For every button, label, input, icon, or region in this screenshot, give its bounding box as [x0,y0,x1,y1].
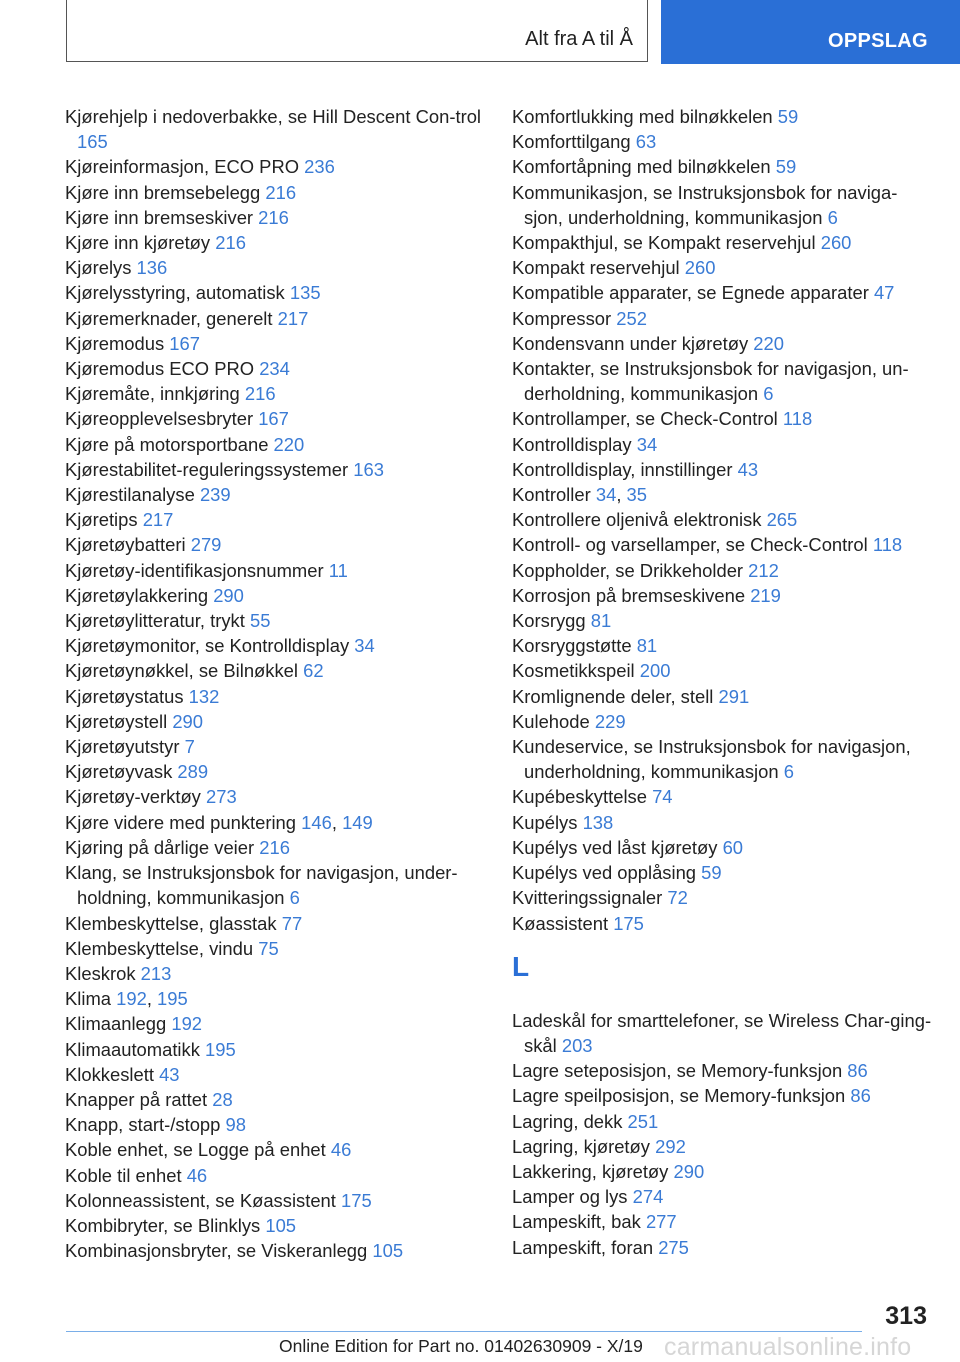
index-entry [65,1062,485,1087]
page-reference-link[interactable]: 217 [277,307,309,329]
page-reference-link[interactable]: 275 [658,1236,689,1258]
index-entry [512,911,932,936]
page-reference-link[interactable]: 175 [341,1189,372,1211]
page-reference-link[interactable]: 46 [186,1164,208,1186]
page-reference-link[interactable]: 290 [213,584,244,606]
index-entry [512,658,932,683]
index-entry [512,255,932,280]
footer-edition-text: Online Edition for Part no. 01402630909 - X/19 [279,1336,643,1356]
index-entry [65,306,485,331]
index-entry-term: Klembeskyttelse, glasstak [65,912,277,934]
page-reference-link[interactable]: 277 [645,1211,677,1233]
index-entry-term: Kupébeskyttelse [512,786,647,808]
index-entry-term: Klima [65,988,111,1010]
page-reference-link[interactable]: 6 [827,206,838,228]
page-reference-link[interactable]: 86 [850,1085,871,1107]
index-entry-term: Kvitteringssignaler [512,887,663,909]
index-entry-term: Kleskrok [65,962,136,984]
index-entry-term: Kjørestilanalyse [65,484,195,506]
page-reference-link[interactable]: 6 [289,887,300,909]
index-entry-term: Kontakter, se Instruksjonsbok for navigasjon, un-derholdning, kommunikasjon [512,358,909,405]
index-entry [512,709,932,734]
index-entry [65,255,485,280]
index-entry-term: Kjøretøylitteratur, trykt [65,610,245,632]
page-reference-link[interactable]: 81 [590,610,612,632]
page-reference-link[interactable]: 163 [353,458,384,480]
index-entry-term: Kompakt reservehjul [512,257,680,279]
index-entry [512,356,932,406]
index-entry-term: Køassistent [512,912,609,934]
page-reference-link[interactable]: 234 [259,358,290,380]
index-entry-term: Klang, se Instruksjonsbok for navigasjon, under-holdning, kommunikasjon [65,862,458,909]
index-entry-term: Lakkering, kjøretøy [512,1160,669,1182]
page-reference-link[interactable]: 220 [753,332,784,354]
page-reference-link[interactable]: 239 [199,484,231,506]
page-reference-link[interactable]: 59 [775,156,797,178]
page-reference-link[interactable]: 260 [820,232,852,254]
index-entry [65,180,485,205]
index-entry [512,104,932,129]
index-entry [65,633,485,658]
page-reference-link[interactable]: 291 [718,685,750,707]
index-entry [512,784,932,809]
index-entry [65,608,485,633]
page-reference-link[interactable]: 146 [301,811,332,833]
page-reference-link[interactable]: 75 [258,937,279,959]
page-reference-link[interactable]: 252 [616,307,647,329]
page-reference-link[interactable]: 260 [684,257,716,279]
index-entry [512,684,932,709]
index-entry [65,684,485,709]
index-entry [65,1087,485,1112]
index-entry-term: Kupélys [512,811,578,833]
index-entry [512,230,932,255]
index-entry [65,205,485,230]
index-entry-term: Kjøretøynøkkel, se Bilnøkkel [65,660,298,682]
index-entry [65,1238,485,1263]
index-entry [512,835,932,860]
index-entry [65,583,485,608]
index-entry [512,1058,932,1083]
page-reference-link[interactable]: 175 [613,912,644,934]
page-reference-link[interactable]: 236 [304,156,335,178]
index-entry-term: Koppholder, se Drikkeholder [512,559,744,581]
page-reference-link[interactable]: 216 [215,232,246,254]
index-entry-term: Klimaanlegg [65,1013,167,1035]
index-entry-term: Kjøretøybatteri [65,534,186,556]
index-entry [65,280,485,305]
index-entry [512,306,932,331]
section-tab-label: OPPSLAG [828,30,928,52]
page-reference-link[interactable]: 195 [205,1038,236,1060]
index-entry [65,457,485,482]
page-reference-link[interactable]: 273 [206,786,237,808]
index-entry [512,280,932,305]
page-reference-link[interactable]: 195 [157,988,188,1010]
page-reference-link[interactable]: 118 [872,534,903,556]
section-tab[interactable] [661,0,960,64]
index-entry-term: Kjøre på motorsportbane [65,433,269,455]
page-reference-link[interactable]: 72 [667,887,688,909]
index-entry-term: Kjørehjelp i nedoverbakke, se Hill Descent Con-trol [65,106,482,127]
page-reference-link[interactable]: 77 [281,912,303,934]
index-entry [512,457,932,482]
index-entry [65,1137,485,1162]
index-entry [65,331,485,356]
index-entry [512,406,932,431]
index-entry: Klima 192, 195 [65,988,188,1010]
index-entry [65,1188,485,1213]
page-reference-link[interactable]: 81 [636,635,658,657]
page-reference-link[interactable]: 98 [225,1114,246,1136]
index-entry-term: Kompakthjul, se Kompakt reservehjul [512,232,816,254]
page-reference-link[interactable]: 265 [766,509,798,531]
index-entry-term: Kjøretøy-verktøy [65,786,201,808]
index-entry [65,558,485,583]
index-entry-term: Klokkeslett [65,1063,154,1085]
page-reference-link[interactable]: 6 [783,761,794,783]
index-entry [65,835,485,860]
index-column-left [65,104,485,1263]
page-reference-link[interactable]: 59 [701,862,722,884]
page-reference-link[interactable]: 118 [782,408,813,430]
page-reference-link[interactable]: 28 [212,1088,233,1110]
index-entry-term: Kompatible apparater, se Egnede apparater [512,282,869,304]
index-entry-term: Kjøring på dårlige veier [65,836,255,858]
index-entry-term: Komfortåpning med bilnøkkelen [512,156,771,178]
index-entry-term: Lagre seteposisjon, se Memory-funksjon [512,1060,843,1082]
index-entry [512,608,932,633]
footer-divider [66,1331,862,1332]
page-reference-link[interactable]: 274 [632,1186,664,1208]
index-entry [512,331,932,356]
page-reference-link[interactable]: 290 [172,710,203,732]
index-entry-term: Korsrygg [512,610,586,632]
index-entry [65,759,485,784]
index-entry [512,1134,932,1159]
page-reference-link[interactable]: 251 [627,1110,659,1132]
index-entry [512,1083,932,1108]
index-entry [65,381,485,406]
index-entry-term: Lamper og lys [512,1186,628,1208]
index-entry-term: Korsryggstøtte [512,635,632,657]
index-entry-term: Kolonneassistent, se Køassistent [65,1189,336,1211]
page-reference-link[interactable]: 6 [763,383,774,405]
page-reference-link[interactable]: 86 [847,1060,868,1082]
index-entry-term: Kombinasjonsbryter, se Viskeranlegg [65,1240,368,1262]
page-reference-link[interactable]: 216 [265,181,297,203]
index-entry-term: Kjøretøy-identifikasjonsnummer [65,559,324,581]
index-entry [512,734,932,784]
index-entry: Kjøre videre med punktering 146, 149 [65,811,373,833]
index-entry [65,1011,485,1036]
page-reference-link[interactable]: 167 [169,332,200,354]
page-reference-link[interactable]: 165 [77,131,108,153]
page-reference-link[interactable]: 34 [595,484,617,506]
index-entry [512,507,932,532]
page-reference-link[interactable]: 7 [184,736,195,758]
index-entry [65,1112,485,1137]
page-reference-link[interactable]: 47 [873,282,895,304]
index-entry: Kontroller 34, 35 [512,484,648,506]
section-title-box [66,0,648,62]
index-entry [512,583,932,608]
index-entry-term: Kombibryter, se Blinklys [65,1214,261,1236]
index-entry-term: Ladeskål for smarttelefoner, se Wireless Char-ging-skål [512,1009,932,1056]
page-reference-link[interactable]: 200 [639,660,671,682]
index-entry-term: Kulehode [512,710,590,732]
index-entry-term: Kjøre inn kjøretøy [65,232,211,254]
index-entry-term: Kjøremerknader, generelt [65,307,273,329]
index-entry-term: Kjøremåte, innkjøring [65,383,240,405]
page-reference-link[interactable]: 192 [171,1013,203,1035]
index-entry [65,532,485,557]
page-reference-link[interactable]: 203 [561,1034,593,1056]
index-entry [65,1163,485,1188]
page-reference-link[interactable]: 105 [372,1240,404,1262]
index-entry-term: Kjøre inn bremsebelegg [65,181,261,203]
page-reference-link[interactable]: 43 [737,458,759,480]
index-entry-term: Kjøretøylakkering [65,584,209,606]
index-entry [512,633,932,658]
index-entry [65,784,485,809]
index-entry [65,961,485,986]
page-reference-link[interactable]: 149 [342,811,373,833]
page-reference-link[interactable]: 11 [328,559,348,581]
index-entry-term: Kundeservice, se Instruksjonsbok for navigasjon, underholdning, kommunikasjon [512,736,911,783]
index-entry [65,1213,485,1238]
index-entry-term: Kjøreopplevelsesbryter [65,408,254,430]
index-entry [512,558,932,583]
index-entry-term: Kontroll- og varsellamper, se Check-Control [512,534,868,556]
page-reference-link[interactable]: 220 [273,433,305,455]
index-entry-term: Koble til enhet [65,1164,182,1186]
index-entry-term: Klembeskyttelse, vindu [65,937,254,959]
index-entry [512,1209,932,1234]
page-reference-link[interactable]: 217 [142,509,174,531]
page-reference-link[interactable]: 212 [748,559,779,581]
page-reference-link[interactable]: 74 [652,786,673,808]
index-entry-term: Lampeskift, foran [512,1236,654,1258]
index-entry [512,1109,932,1134]
page-reference-link[interactable]: 290 [673,1160,705,1182]
index-entry [512,532,932,557]
index-entry [65,507,485,532]
index-entry [512,885,932,910]
index-entry [65,432,485,457]
index-entry-term: Knapper på rattet [65,1088,208,1110]
index-entry-term: Kjøremodus [65,332,165,354]
index-entry [65,482,485,507]
page-reference-link[interactable]: 132 [188,685,220,707]
page-reference-link[interactable]: 34 [354,635,375,657]
index-entry-term: Kosmetikkspeil [512,660,635,682]
page-reference-link[interactable]: 216 [244,383,276,405]
index-entry [65,406,485,431]
index-entry [512,432,932,457]
page-reference-link[interactable]: 43 [159,1063,180,1085]
page-reference-link[interactable]: 62 [303,660,324,682]
index-entry-term: Lagring, dekk [512,1110,623,1132]
page-reference-link[interactable]: 55 [249,610,271,632]
page-reference-link[interactable]: 289 [177,761,209,783]
index-entry [512,154,932,179]
index-entry [512,1235,932,1260]
page-reference-link[interactable]: 192 [116,988,147,1010]
index-entry [512,810,932,835]
index-entry-term: Kjøreinformasjon, ECO PRO [65,156,300,178]
index-column-right [512,104,932,1260]
page-reference-link[interactable]: 213 [140,962,172,984]
page-reference-link[interactable]: 216 [259,836,290,858]
index-entry [512,1159,932,1184]
index-entry-term: Kjørelys [65,257,132,279]
index-entry-term: Lagring, kjøretøy [512,1135,650,1157]
index-entry-term: Knapp, start-/stopp [65,1114,221,1136]
index-entry-term: Korrosjon på bremseskivene [512,584,746,606]
index-entry [65,734,485,759]
page-reference-link[interactable]: 279 [190,534,222,556]
index-entry [65,936,485,961]
index-entry [512,180,932,230]
page-reference-link[interactable]: 34 [636,433,658,455]
page-reference-link[interactable]: 46 [330,1139,352,1161]
index-entry [65,709,485,734]
index-entry-term: Kjørestabilitet-reguleringssystemer [65,458,349,480]
index-letter-heading: L [512,950,530,982]
index-entry-term: Kontrolldisplay [512,433,632,455]
page-reference-link[interactable]: 60 [722,836,744,858]
index-entry [65,230,485,255]
index-entry-term: Kjøretøymonitor, se Kontrolldisplay [65,635,350,657]
index-entry-term: Kjøretøyvask [65,761,173,783]
index-entry-term: Kjøre videre med punktering [65,811,297,833]
index-entry [65,356,485,381]
index-entry [512,1184,932,1209]
index-entry [512,1008,932,1058]
page-reference-link[interactable]: 105 [265,1214,297,1236]
index-entry-term: Kompressor [512,307,612,329]
index-entry-term: Kommunikasjon, se Instruksjonsbok for naviga-sjon, underholdning, kommunikasjon [512,181,898,228]
index-entry-term: Kontroller [512,484,591,506]
index-entry-term: Kjørelysstyring, automatisk [65,282,285,304]
page-reference-link[interactable]: 216 [258,206,289,228]
page-reference-link[interactable]: 35 [626,484,648,506]
index-entry [65,860,485,910]
page-reference-link[interactable]: 138 [582,811,614,833]
index-entry-term: Kjøre inn bremseskiver [65,206,254,228]
index-entry-term: Kjøremodus ECO PRO [65,358,255,380]
index-entry-term: Kjøretøystell [65,710,168,732]
index-entry [512,129,932,154]
index-entry-term: Kontrolldisplay, innstillinger [512,458,733,480]
page-reference-link[interactable]: 59 [777,106,799,127]
index-entry [65,658,485,683]
page-header [0,0,960,66]
index-entry-term: Kupélys ved opplåsing [512,862,697,884]
index-entry-term: Kjøretips [65,509,138,531]
index-entry [65,911,485,936]
page-reference-link[interactable]: 292 [655,1135,686,1157]
index-entry-term: Komforttilgang [512,131,631,153]
index-entry-term: Koble enhet, se Logge på enhet [65,1139,326,1161]
page-number: 313 [885,1302,927,1330]
watermark: carmanualsonline.info [664,1333,912,1361]
index-entry [512,860,932,885]
index-entry-term: Komfortlukking med bilnøkkelen [512,106,773,127]
index-entry-term: Lampeskift, bak [512,1211,641,1233]
section-title: Alt fra A til Å [525,28,633,50]
index-entry-term: Lagre speilposisjon, se Memory-funksjon [512,1085,846,1107]
index-entry-term: Kupélys ved låst kjøretøy [512,836,718,858]
page-reference-link[interactable]: 135 [289,282,321,304]
index-entry-term: Kjøretøyutstyr [65,736,180,758]
index-entry-term: Kontrollere oljenivå elektronisk [512,509,762,531]
page-reference-link[interactable]: 167 [258,408,289,430]
index-entry-term: Kjøretøystatus [65,685,184,707]
index-entry-term: Kromlignende deler, stell [512,685,714,707]
index-entry [65,1037,485,1062]
index-entry-term: Kondensvann under kjøretøy [512,332,749,354]
index-entry-term: Klimaautomatikk [65,1038,200,1060]
page-reference-link[interactable]: 63 [635,131,657,153]
index-entry [65,154,485,179]
page-reference-link[interactable]: 136 [136,257,168,279]
page-reference-link[interactable]: 229 [594,710,626,732]
index-entry [65,104,485,154]
page-reference-link[interactable]: 219 [750,584,781,606]
index-entry-term: Kontrollamper, se Check-Control [512,408,778,430]
